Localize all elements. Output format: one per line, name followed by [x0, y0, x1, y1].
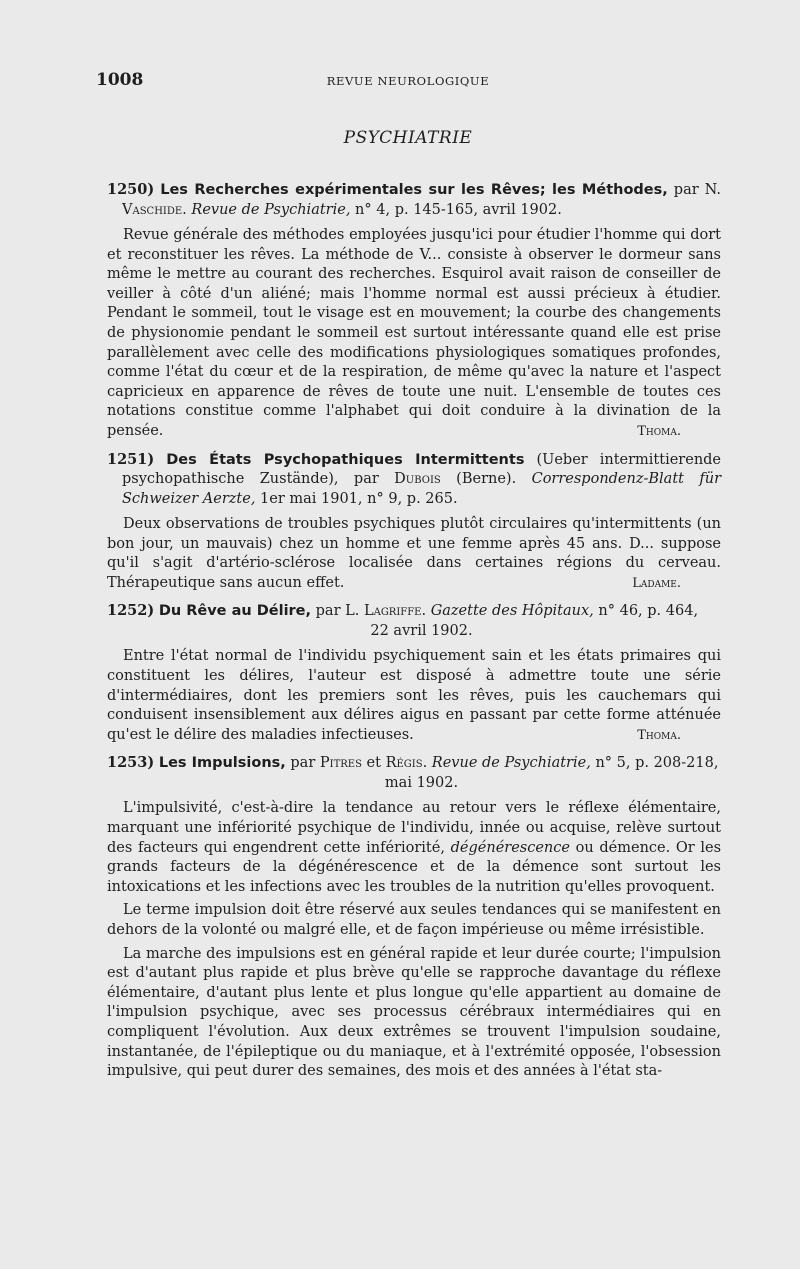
entry-author: Dubois: [394, 471, 441, 488]
reviewer-name: Thoma.: [637, 727, 681, 743]
paragraph-text: ou démence. Or les grands facteurs de la dégénérescence et de la démence sont surtout les intoxications et les infections avec les troubles de la nutrition qu'elles provoquent.: [107, 839, 722, 895]
citation-journal: Revue de Psychiatrie,: [431, 755, 591, 772]
citation-journal: Gazette des Hôpitaux,: [430, 603, 594, 620]
entry-number: 1252): [107, 602, 155, 620]
entry-abstract: [107, 515, 721, 593]
entry-author: Pitres: [319, 755, 362, 772]
section-title: PSYCHIATRIE: [343, 128, 473, 148]
entry-author: Lagriffe.: [363, 603, 427, 620]
abstract-entry-1251: [107, 450, 721, 594]
entry-paragraph-3: La marche des impulsions est en général rapide et leur durée courte; l'impulsion est d'autant plus rapide et plus brève qu'elle se rapproche davantage du réflexe élémentaire, d'autant plus lente et plus longue qu'elle appartient au domaine de l'impulsion psychique, avec ses processus cérébraux intermédiaires qui en compliquent l'évolution. Aux deux extrêmes se trouvent l'impulsion soudaine, instantanée, de l'épileptique ou du maniaque, et à l'extrémité opposée, l'obsession impulsive, qui peut durer des semaines, des mois et des années à l'état sta-: [107, 945, 721, 1080]
reviewer-name: Ladame.: [632, 575, 681, 591]
emphasized-term: dégénérescence: [450, 839, 570, 856]
citation-details: n° 46, p. 464,: [598, 603, 699, 620]
author-place: (Berne).: [456, 471, 517, 488]
entry-title: Des États Psychopathiques Intermittents: [166, 451, 525, 468]
abstract-entry-1252: [107, 601, 721, 745]
paragraph-text: L'impulsivité, c'est-à-dire la tendance au retour vers le réflexe élémentaire, marquant une infériorité psychique de l'individu, innée ou acquise, relève surtout des facteurs qui engendrent cette infériorité,: [107, 800, 721, 856]
entry-paragraph-2: Le terme impulsion doit être réservé aux seules tendances qui se manifestent en dehors de la volonté ou malgré elle, et de façon impérieuse ou même irrésistible.: [107, 902, 721, 938]
abstract-entry-1250: [107, 180, 721, 442]
entry-number: 1253): [107, 754, 155, 772]
abstract-text: Revue générale des méthodes employées jusqu'ici pour étudier l'homme qui dort et reconstituer les rêves. La méthode de V... consiste à observer le dormeur sans même le mettre au courant des recherches. Esquirol avait raison de conseiller de veiller à côté d'un aliéné; mais l'homme normal est aussi précieux à étudier. Pendant le sommeil, tout le visage est en mouvement; la courbe des changements de physionomie pendant le sommeil est surtout intéressante quand elle est prise parallèlement avec celle des modifications physiologiques somatiques profondes, comme l'état du cœur et de la respiration, de même qu'avec la nature et l'aspect capricieux en apparence de rêves de toute une nuit. L'ensemble de toutes ces notations constitue comme l'alphabet qui doit conduire à la divination de la pensée.: [107, 227, 721, 439]
citation-journal: Revue de Psychiatrie,: [191, 201, 351, 218]
byline-prefix: par: [673, 182, 699, 198]
entry-heading: [107, 180, 721, 220]
journal-title: REVUE NEUROLOGIQUE: [326, 74, 490, 88]
entry-paragraph-1: [107, 799, 721, 897]
entry-heading: [107, 450, 721, 510]
byline-prefix: par L.: [315, 603, 360, 620]
abstract-entry-1253: [107, 753, 721, 1081]
citation-journal: Correspondenz-Blatt für Schweizer Aerzte,: [122, 471, 722, 507]
abstract-text: Deux observations de troubles psychiques plutôt circulaires qu'intermittents (un bon jour, un mauvais) chez un homme et une femme après 45 ans. D... suppose qu'il s'agit d'artério-sclérose localisée dans certaines régions du cerveau. Thérapeutique sans aucun effet.: [107, 516, 721, 591]
citation-date: mai 1902.: [384, 774, 459, 791]
entry-subtitle: (Ueber intermittierende psychopathische Zustände), par: [122, 451, 722, 488]
abstract-text: Entre l'état normal de l'individu psychiquement sain et les états primaires qui constituent les délires, l'auteur est disposé à admettre toute une série d'intermédiaires, dont les premiers sont les rêves, puis les cauchemars qui conduisent insensiblement aux délires aigus en passant par cette forme atténuée qu'est le délire des maladies infectieuses.: [107, 648, 721, 743]
entry-abstract: [107, 226, 721, 442]
running-head: [96, 70, 720, 92]
entry-title: Les Recherches expérimentales sur les Rêves; les Méthodes,: [160, 182, 668, 198]
entry-number: 1250): [107, 181, 155, 198]
page-number: 1008: [96, 70, 144, 90]
entry-number: 1251): [107, 450, 155, 468]
entry-title: Du Rêve au Délire,: [158, 603, 312, 620]
byline-prefix: par: [290, 755, 316, 772]
entry-author-2: Régis.: [385, 755, 428, 772]
citation-details: 1er mai 1901, n° 9, p. 265.: [260, 490, 458, 507]
reviewer-name: Thoma.: [637, 423, 681, 439]
entry-author: N. Vaschide.: [122, 182, 722, 218]
citation-details: n° 4, p. 145-165, avril 1902.: [355, 201, 562, 218]
entry-abstract: [107, 647, 721, 745]
citation-details: n° 5, p. 208-218,: [595, 755, 719, 772]
article-body: [107, 180, 721, 1082]
author-conjunction: et: [366, 755, 381, 772]
entry-heading: [107, 601, 721, 641]
entry-title: Les Impulsions,: [158, 755, 286, 772]
entry-heading: [107, 753, 721, 793]
citation-date: 22 avril 1902.: [370, 622, 473, 639]
